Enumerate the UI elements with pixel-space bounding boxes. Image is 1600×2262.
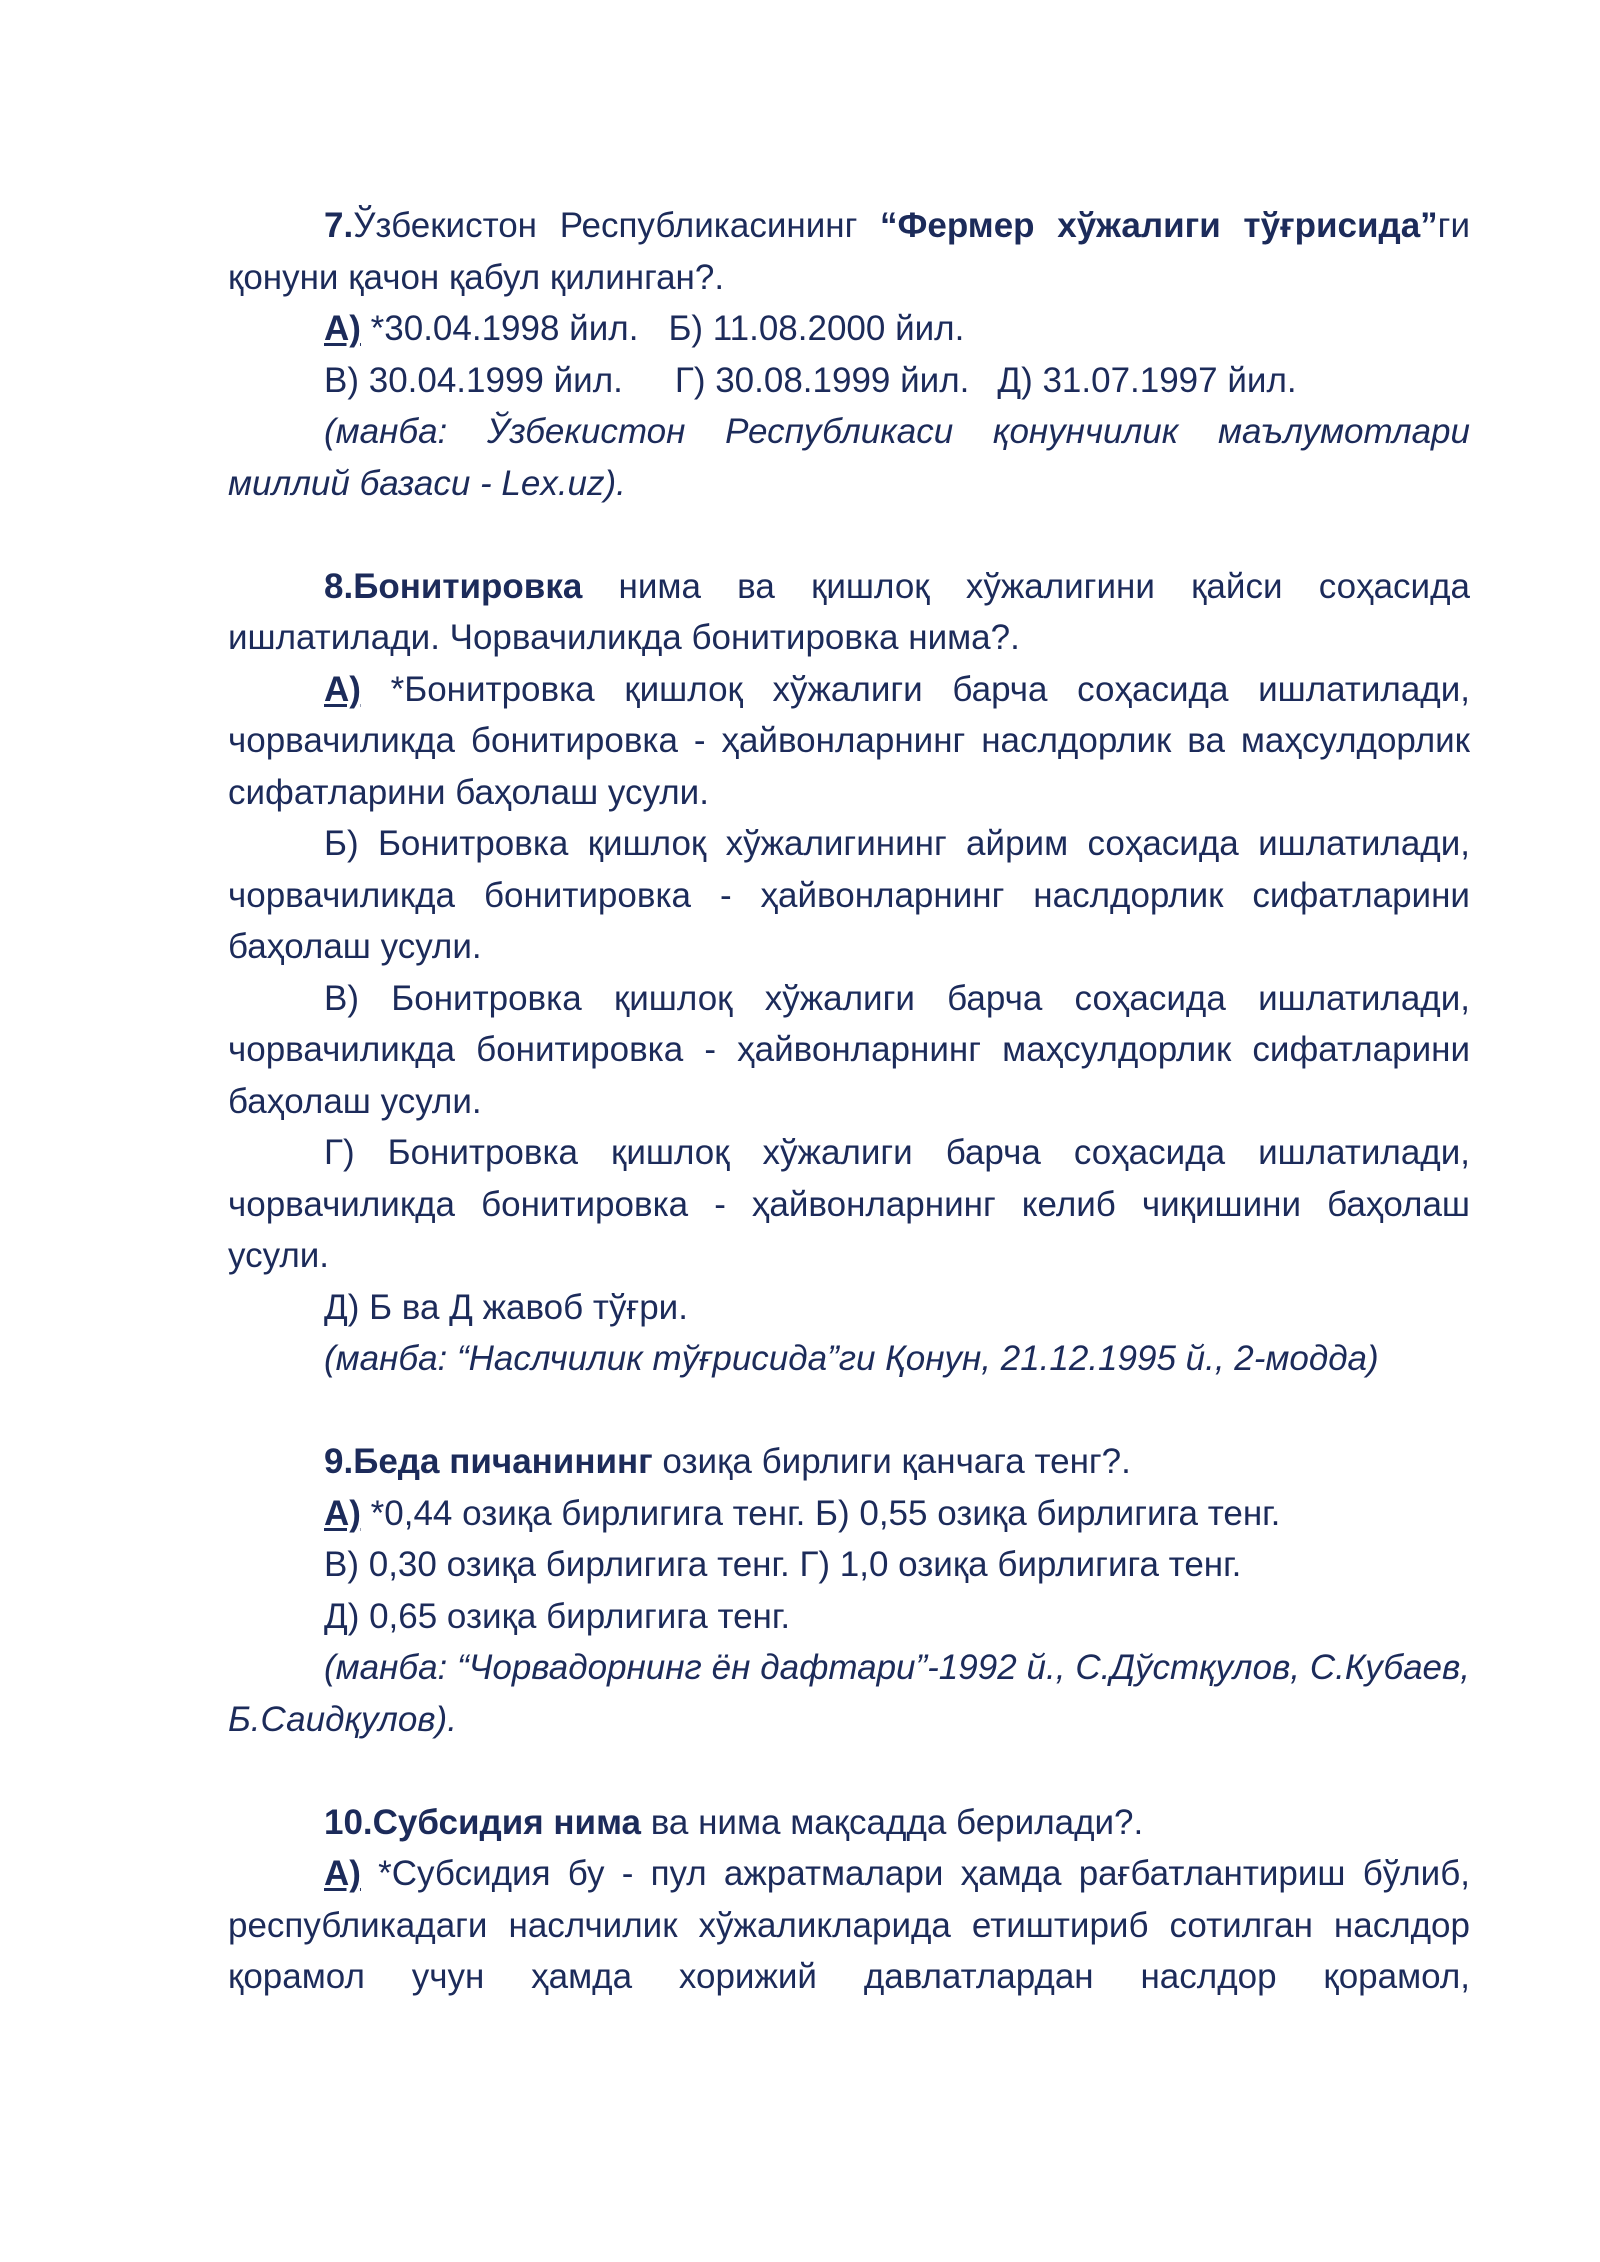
answer-label-a: А): [324, 1493, 361, 1533]
answer-label-a: А): [324, 1854, 361, 1893]
option-v: В) Бонитровка қишлоқ хўжалиги барча соҳасида ишлатилади, чорвачиликда бонитировка - ҳайвонларнинг маҳсулдорлик сифатларини баҳолаш усули.: [228, 978, 1470, 1121]
source-note: (манба: “Наслчилик тўғрисида”ги Қонун, 21.12.1995 й., 2-модда): [324, 1339, 1379, 1378]
option-a: А) *Бонитровка қишлоқ хўжалиги барча соҳасида ишлатилади, чорвачиликда бонитировка - ҳайвонларнинг наслдорлик ва маҳсулдорлик сифатларини баҳолаш усули.: [228, 669, 1470, 812]
question-8: [228, 561, 1470, 1385]
question-7-text: 7.Ўзбекистон Республикасининг “Фермер хўжалиги тўғрисида”ги қонуни қачон қабул қилинган?.: [228, 206, 1470, 297]
option-b: Б) 11.08.2000 йил.: [668, 309, 965, 348]
question-8-text: 8.Бонитировка нима ва қишлоқ хўжалигини қайси соҳасида ишлатилади. Чорвачиликда бонитировка нима?.: [228, 566, 1470, 657]
question-number: 7.: [324, 206, 354, 245]
question-10: [228, 1797, 1470, 2003]
answer-label-a: А): [324, 309, 361, 348]
question-term: 10.Субсидия нима: [324, 1802, 641, 1842]
option-d: Д) Б ва Д жавоб тўғри.: [324, 1287, 688, 1327]
options-line-2: В) 0,30 озиқа бирлигига тенг. Г) 1,0 озиқа бирлигига тенг.: [324, 1545, 1242, 1584]
question-10-text: 10.Субсидия нима ва нима мақсадда берилади?.: [324, 1802, 1144, 1842]
option-a: *30.04.1998 йил.: [360, 309, 639, 348]
option-d: Д) 0,65 озиқа бирлигига тенг.: [324, 1596, 791, 1636]
answer-label-a: А): [324, 669, 361, 709]
option-d: Д) 31.07.1997 йил.: [997, 360, 1297, 400]
law-title: “Фермер хўжалиги тўғрисида”: [880, 206, 1438, 245]
document-body: [228, 200, 1470, 2003]
option-a: А) *Субсидия бу - пул ажратмалари ҳамда рағбатлантириш бўлиб, республикадаги наслчилик хўжаликларида етиштириб сотилган наслдор қорамол учун ҳамда хорижий давлатлардан наслдор қорамол,: [228, 1854, 1470, 1996]
question-9-text: 9.Беда пичанининг озиқа бирлиги қанчага тенг?.: [324, 1442, 1131, 1481]
question-term: 8.Бонитировка: [324, 566, 583, 606]
source-note: (манба: Ўзбекистон Республикаси қонунчилик маълумотлари миллий базаси - Lex.uz).: [228, 412, 1470, 503]
option-v: В) 30.04.1999 йил.: [324, 360, 623, 400]
question-term: 9.Беда пичанининг: [324, 1442, 653, 1481]
option-g: Г) Бонитровка қишлоқ хўжалиги барча соҳасида ишлатилади, чорвачиликда бонитировка - ҳайвонларнинг келиб чиқишини баҳолаш усули.: [228, 1133, 1470, 1275]
options-line-1: [228, 303, 1470, 355]
question-7: [228, 200, 1470, 509]
option-g: Г) 30.08.1999 йил.: [674, 360, 970, 400]
option-b: Б) Бонитровка қишлоқ хўжалигининг айрим соҳасида ишлатилади, чорвачиликда бонитировка - ҳайвонларнинг наслдорлик сифатларини баҳолаш усули.: [228, 824, 1470, 966]
question-9: [228, 1436, 1470, 1745]
option-a-b: *0,44 озиқа бирлигига тенг. Б) 0,55 озиқа бирлигига тенг.: [360, 1493, 1281, 1533]
options-line-2: [228, 355, 1470, 407]
options-line-1: [228, 1488, 1470, 1540]
source-note: (манба: “Чорвадорнинг ён дафтари”-1992 й., С.Дўстқулов, С.Кубаев, Б.Саидқулов).: [228, 1648, 1470, 1739]
